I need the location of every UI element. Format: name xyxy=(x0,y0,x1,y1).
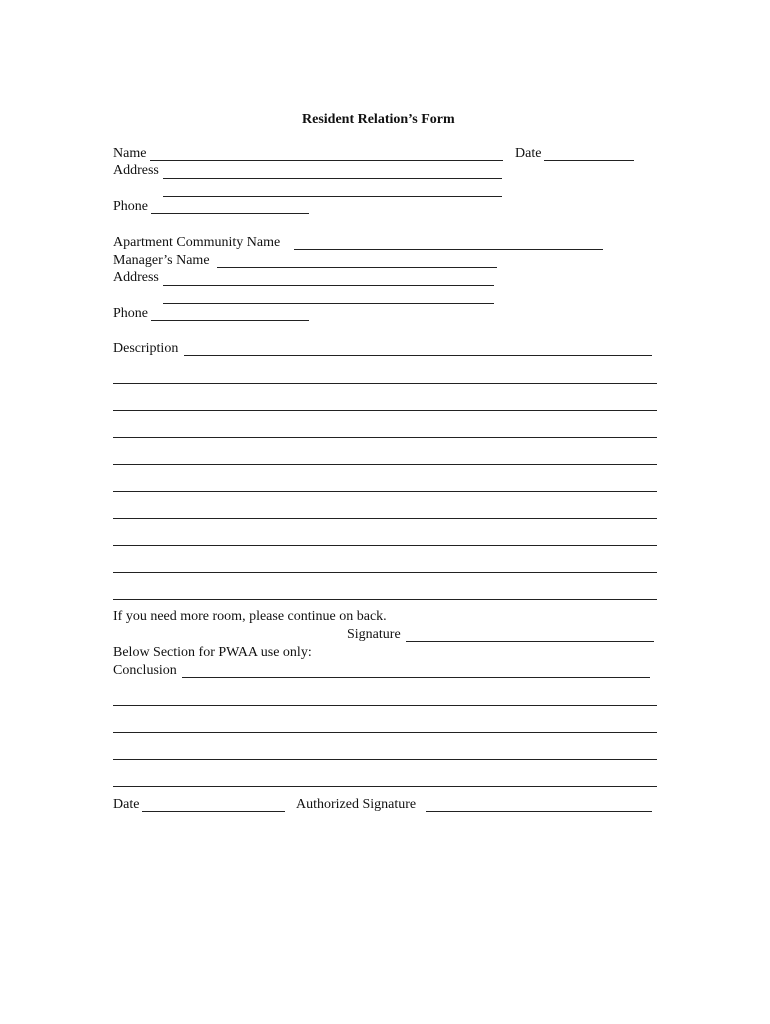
form-title: Resident Relation’s Form xyxy=(302,112,455,127)
community-address-label: Address xyxy=(113,270,159,285)
description-line[interactable] xyxy=(113,410,657,411)
phone-field[interactable] xyxy=(151,213,309,214)
description-label: Description xyxy=(113,341,179,356)
conclusion-line[interactable] xyxy=(113,732,657,733)
community-address-field[interactable] xyxy=(163,285,494,286)
apartment-community-field[interactable] xyxy=(294,249,603,250)
footer-date-label: Date xyxy=(113,797,140,812)
community-address-field-line-2[interactable] xyxy=(163,303,494,304)
name-label: Name xyxy=(113,146,147,161)
address-label: Address xyxy=(113,163,159,178)
description-line[interactable] xyxy=(113,545,657,546)
name-field[interactable] xyxy=(150,160,503,161)
authorized-signature-label: Authorized Signature xyxy=(296,797,417,812)
description-field[interactable] xyxy=(184,355,652,356)
conclusion-field[interactable] xyxy=(182,677,650,678)
community-phone-field[interactable] xyxy=(151,320,309,321)
conclusion-label: Conclusion xyxy=(113,663,177,678)
signature-field[interactable] xyxy=(406,641,654,642)
conclusion-line[interactable] xyxy=(113,705,657,706)
description-line[interactable] xyxy=(113,464,657,465)
manager-name-label: Manager’s Name xyxy=(113,253,210,268)
continue-note: If you need more room, please continue on back. xyxy=(113,609,387,624)
apartment-community-label: Apartment Community Name xyxy=(113,235,281,250)
footer-date-field[interactable] xyxy=(142,811,285,812)
conclusion-line[interactable] xyxy=(113,786,657,787)
manager-name-field[interactable] xyxy=(217,267,497,268)
community-phone-label: Phone xyxy=(113,306,148,321)
description-line[interactable] xyxy=(113,491,657,492)
signature-label: Signature xyxy=(347,627,401,642)
date-label: Date xyxy=(515,146,542,161)
description-line[interactable] xyxy=(113,383,657,384)
authorized-signature-field[interactable] xyxy=(426,811,652,812)
conclusion-line[interactable] xyxy=(113,759,657,760)
description-line[interactable] xyxy=(113,518,657,519)
description-line[interactable] xyxy=(113,437,657,438)
date-field[interactable] xyxy=(544,160,634,161)
office-use-heading: Below Section for PWAA use only: xyxy=(113,645,312,660)
address-field-line-2[interactable] xyxy=(163,196,502,197)
address-field[interactable] xyxy=(163,178,502,179)
description-line[interactable] xyxy=(113,599,657,600)
description-line[interactable] xyxy=(113,572,657,573)
phone-label: Phone xyxy=(113,199,148,214)
